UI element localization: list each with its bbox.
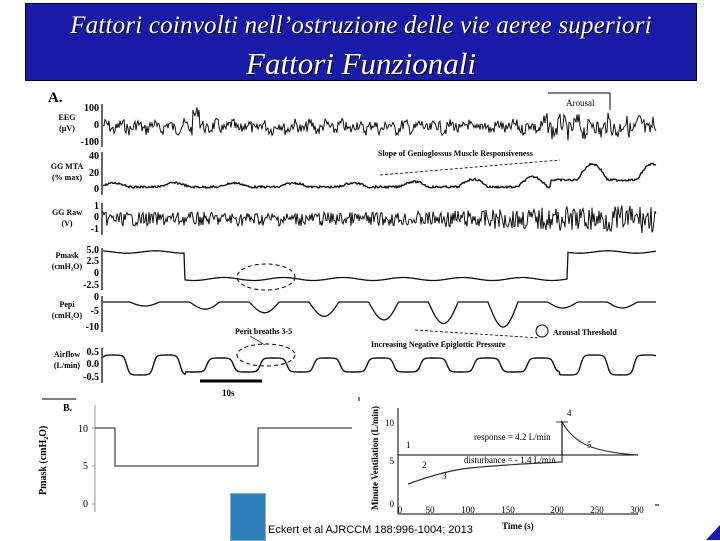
panel-c-ylabel: Minute Ventilation (L/min) xyxy=(370,405,380,510)
phase-label: 5 xyxy=(587,440,592,450)
ggmta-tick: 0 xyxy=(94,184,99,195)
panel-c-xtick: 100 xyxy=(461,505,475,515)
panel-c-xtick: 250 xyxy=(590,505,604,515)
response-label: response = 4.2 L/min xyxy=(474,432,551,442)
phase-label: 1 xyxy=(406,440,411,450)
airflow-trace xyxy=(103,355,656,375)
pmask-trace xyxy=(103,251,656,281)
airflow-tick: 0.5 xyxy=(86,347,99,358)
panel-c-ytick: 5 xyxy=(389,456,394,466)
pmask-tick: 2.5 xyxy=(86,256,99,267)
channel-ggmta-name: GG MTA xyxy=(50,162,84,171)
slide-title: Fattori coinvolti nell’ostruzione delle vie aeree superiori xyxy=(70,12,652,39)
slope-annotation: Slope of Genioglossus Muscle Responsiveness xyxy=(378,149,533,158)
pepi-trace xyxy=(103,302,656,327)
panel-b-ytick: 10 xyxy=(78,424,88,435)
pmask-tick: 5.0 xyxy=(86,245,99,256)
panel-c-chart xyxy=(360,400,720,540)
ggmta-tick: 40 xyxy=(89,151,99,162)
threshold-annotation: Arousal Threshold xyxy=(553,328,617,337)
ggraw-tick: 0 xyxy=(94,212,99,223)
perit-annotation: Perit breaths 3-5 xyxy=(235,327,293,336)
disturbance-label: disturbance = - 1.4 L/min xyxy=(464,455,556,465)
channel-airflow-name: Airflow xyxy=(53,350,81,359)
corner-triangle xyxy=(706,525,720,540)
panel-b-label: B. xyxy=(63,403,73,414)
channel-ggraw-name: GG Raw xyxy=(52,208,82,217)
phase-label: 3 xyxy=(442,471,447,481)
citation: Eckert et al AJRCCM 188:996-1004; 2013 xyxy=(268,524,473,536)
pepi-tick: -10 xyxy=(85,322,99,333)
pepi-tick: 0 xyxy=(94,292,99,303)
eeg-tick: 100 xyxy=(84,103,99,114)
panel-c-xlabel: Time (s) xyxy=(502,521,534,531)
channel-pmask-unit: (cmH₂O) xyxy=(51,262,83,271)
panel-c-ytick: 10 xyxy=(385,418,394,428)
panel-b-ytick: 5 xyxy=(83,461,88,472)
channel-eeg-name: EEG xyxy=(58,113,76,122)
ggmta-tick: 20 xyxy=(89,168,99,179)
scale-bar-label: 10s xyxy=(222,388,235,398)
arousal-label: Arousal xyxy=(566,98,595,108)
title-bar xyxy=(25,3,697,81)
arousal-threshold-marker xyxy=(536,325,548,337)
eeg-tick: -100 xyxy=(80,137,99,148)
journal-cover-thumbnail xyxy=(230,493,266,541)
channel-eeg-unit: (µV) xyxy=(59,124,75,133)
panel-c-xtick: 150 xyxy=(501,505,515,515)
panel-c-xtick: 0 xyxy=(397,505,403,515)
eeg-tick: 0 xyxy=(94,120,99,131)
pmask-tick: 0 xyxy=(94,268,99,279)
panel-b-chart xyxy=(0,400,360,540)
airflow-tick: 0.0 xyxy=(86,359,99,370)
phase-label: 2 xyxy=(422,460,427,470)
ggmta-trace xyxy=(103,163,656,188)
epiglottic-annotation: Increasing Negative Epiglottic Pressure xyxy=(371,340,506,349)
ggraw-trace xyxy=(103,206,656,233)
channel-airflow-unit: (L/min) xyxy=(53,361,81,370)
airflow-tick: -0.5 xyxy=(83,372,99,383)
pepi-tick: -5 xyxy=(90,306,99,317)
panel-c-ytick: 0 xyxy=(389,499,394,509)
channel-ggraw-unit: (V) xyxy=(61,219,73,228)
phase-label: 4 xyxy=(567,408,572,418)
channel-ggmta-unit: (% max) xyxy=(52,173,82,182)
panel-b-ytick: 0 xyxy=(83,499,88,510)
panel-b-ylabel: Pmask (cmH₂O) xyxy=(38,425,49,495)
pmask-step-line xyxy=(95,428,352,466)
channel-pmask-name: Pmask xyxy=(55,251,79,260)
channel-pepi-name: Pepi xyxy=(59,300,75,309)
panel-c-xtick: 200 xyxy=(550,505,564,515)
ggraw-tick: -1 xyxy=(90,224,99,235)
panel-c-xtick: 300 xyxy=(630,505,644,515)
panel-c-xtick: 50 xyxy=(425,505,435,515)
panel-a-label: A. xyxy=(48,90,63,106)
eeg-trace xyxy=(103,107,656,140)
ggraw-tick: 1 xyxy=(94,201,99,212)
slide-subtitle: Fattori Funzionali xyxy=(246,46,476,81)
pmask-tick: -2.5 xyxy=(83,280,99,291)
channel-pepi-unit: (cmH₂O) xyxy=(51,311,83,320)
